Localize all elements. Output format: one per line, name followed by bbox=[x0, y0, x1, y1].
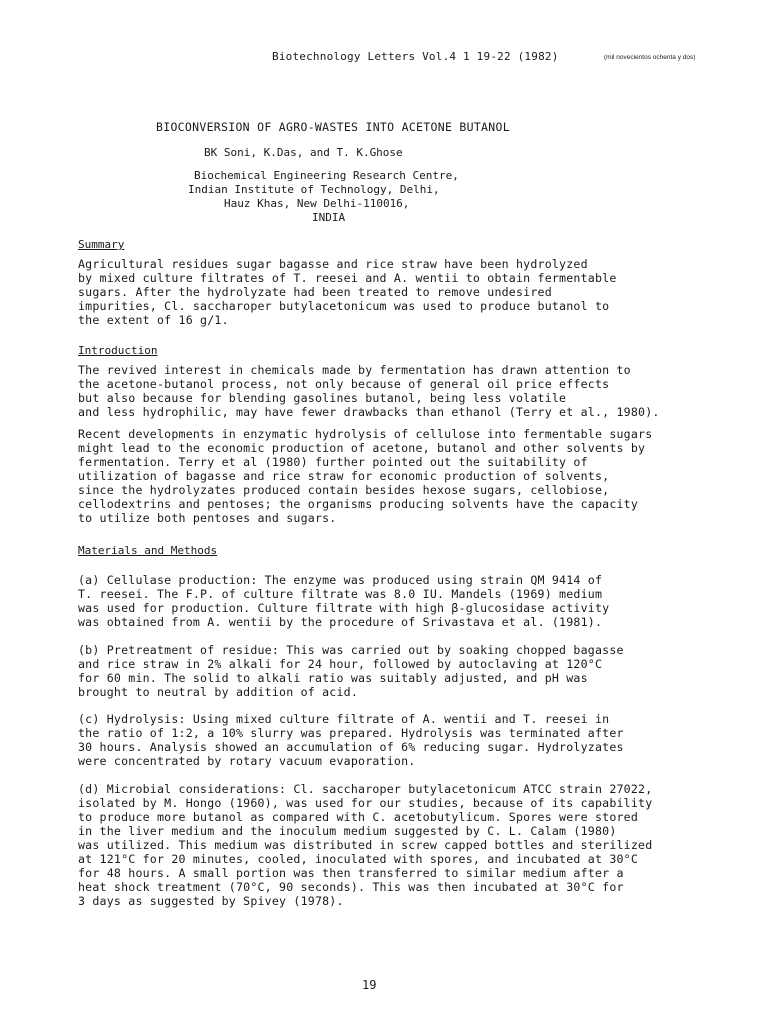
affiliation-line: INDIA bbox=[312, 211, 346, 224]
ocr-annotation: (mil novecientos ochenta y dos) bbox=[604, 54, 696, 61]
text-line: was obtained from A. wentii by the procedure of Srivastava et al. (1981). bbox=[78, 615, 603, 629]
text-line: for 60 min. The solid to alkali ratio was suitably adjusted, and pH was bbox=[78, 671, 588, 685]
paper-title: BIOCONVERSION OF AGRO-WASTES INTO ACETONE BUTANOL bbox=[156, 120, 510, 134]
text-line: to utilize both pentoses and sugars. bbox=[78, 511, 337, 525]
text-line: (c) Hydrolysis: Using mixed culture filtrate of A. wentii and T. reesei in bbox=[78, 712, 610, 726]
text-line: (a) Cellulase production: The enzyme was produced using strain QM 9414 of bbox=[78, 573, 603, 587]
text-line: the ratio of 1:2, a 10% slurry was prepared. Hydrolysis was terminated after bbox=[78, 726, 624, 740]
affiliation-line: Biochemical Engineering Research Centre, bbox=[194, 169, 459, 182]
text-line: (d) Microbial considerations: Cl. saccharoper butylacetonicum ATCC strain 27022, bbox=[78, 782, 653, 796]
text-line: might lead to the economic production of acetone, butanol and other solvents by bbox=[78, 441, 646, 455]
section-heading-summary: Summary bbox=[78, 238, 125, 251]
text-line: the extent of 16 g/1. bbox=[78, 313, 229, 327]
journal-header: Biotechnology Letters Vol.4 1 19-22 (1982) bbox=[272, 50, 559, 63]
text-line: by mixed culture filtrates of T. reesei and A. wentii to obtain fermentable bbox=[78, 271, 617, 285]
text-line: was utilized. This medium was distributed in screw capped bottles and sterilized bbox=[78, 838, 653, 852]
text-line: in the liver medium and the inoculum medium suggested by C. L. Calam (1980) bbox=[78, 824, 617, 838]
text-line: and rice straw in 2% alkali for 24 hour, followed by autoclaving at 120°C bbox=[78, 657, 603, 671]
authors: BK Soni, K.Das, and T. K.Ghose bbox=[204, 146, 403, 159]
text-line: utilization of bagasse and rice straw for economic production of solvents, bbox=[78, 469, 610, 483]
text-line: the acetone-butanol process, not only because of general oil price effects bbox=[78, 377, 610, 391]
text-line: were concentrated by rotary vacuum evaporation. bbox=[78, 754, 416, 768]
text-line: to produce more butanol as compared with C. acetobutylicum. Spores were stored bbox=[78, 810, 639, 824]
text-line: impurities, Cl. saccharoper butylacetonicum was used to produce butanol to bbox=[78, 299, 610, 313]
text-line: sugars. After the hydrolyzate had been treated to remove undesired bbox=[78, 285, 552, 299]
text-line: was used for production. Culture filtrate with high β-glucosidase activity bbox=[78, 601, 610, 615]
section-heading-methods: Materials and Methods bbox=[78, 544, 218, 557]
text-line: Agricultural residues sugar bagasse and rice straw have been hydrolyzed bbox=[78, 257, 588, 271]
text-line: brought to neutral by addition of acid. bbox=[78, 685, 359, 699]
page-number: 19 bbox=[362, 978, 377, 992]
affiliation-line: Hauz Khas, New Delhi-110016, bbox=[224, 197, 410, 210]
text-line: cellodextrins and pentoses; the organisms producing solvents have the capacity bbox=[78, 497, 639, 511]
section-heading-introduction: Introduction bbox=[78, 344, 158, 357]
text-line: Recent developments in enzymatic hydrolysis of cellulose into fermentable sugars bbox=[78, 427, 653, 441]
text-line: fermentation. Terry et al (1980) further pointed out the suitability of bbox=[78, 455, 588, 469]
text-line: isolated by M. Hongo (1960), was used for our studies, because of its capability bbox=[78, 796, 653, 810]
text-line: The revived interest in chemicals made by fermentation has drawn attention to bbox=[78, 363, 631, 377]
text-line: at 121°C for 20 minutes, cooled, inoculated with spores, and incubated at 30°C bbox=[78, 852, 639, 866]
text-line: but also because for blending gasolines butanol, being less volatile bbox=[78, 391, 567, 405]
text-line: for 48 hours. A small portion was then transferred to similar medium after a bbox=[78, 866, 624, 880]
text-line: (b) Pretreatment of residue: This was carried out by soaking chopped bagasse bbox=[78, 643, 624, 657]
affiliation-line: Indian Institute of Technology, Delhi, bbox=[188, 183, 440, 196]
text-line: 3 days as suggested by Spivey (1978). bbox=[78, 894, 344, 908]
text-line: since the hydrolyzates produced contain besides hexose sugars, cellobiose, bbox=[78, 483, 610, 497]
text-line: 30 hours. Analysis showed an accumulation of 6% reducing sugar. Hydrolyzates bbox=[78, 740, 624, 754]
text-line: T. reesei. The F.P. of culture filtrate was 8.0 IU. Mandels (1969) medium bbox=[78, 587, 603, 601]
text-line: heat shock treatment (70°C, 90 seconds). This was then incubated at 30°C for bbox=[78, 880, 624, 894]
text-line: and less hydrophilic, may have fewer drawbacks than ethanol (Terry et al., 1980). bbox=[78, 405, 660, 419]
